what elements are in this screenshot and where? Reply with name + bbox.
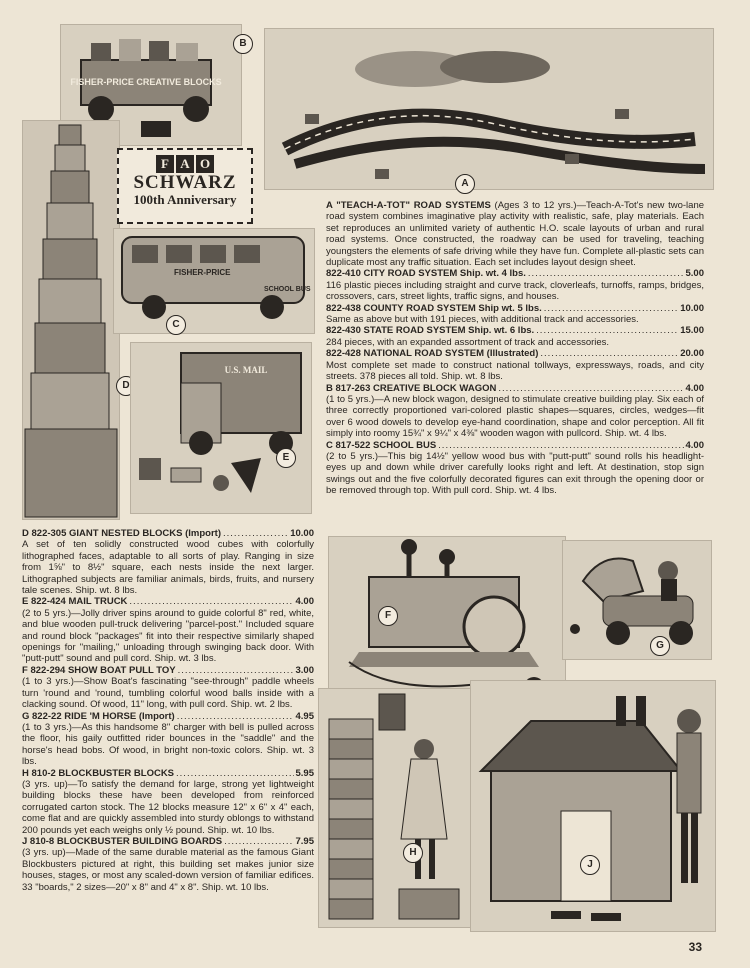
item-price: 7.95 xyxy=(295,835,314,847)
item-description: (3 yrs. up)—Made of the same durable material as the famous Giant Blockbusters pictured at right, this building set makes junior size houses, stages, or most any scaled-down version of familiar edifices. 33 "boards," 2 sizes—20" x 8" and 4" x 8". Ship. wt. 10 lbs. xyxy=(22,847,314,893)
item-title: G 822-22 RIDE 'M HORSE (Import) xyxy=(22,710,175,722)
item-price: 10.00 xyxy=(680,302,704,314)
item-title: J 810-8 BLOCKBUSTER BUILDING BOARDS xyxy=(22,835,223,847)
left-item-e xyxy=(22,596,314,664)
item-title: E 822-424 MAIL TRUCK xyxy=(22,596,128,608)
road-system-illustration xyxy=(264,28,714,190)
logo-anniversary: 100th Anniversary xyxy=(133,192,237,207)
item-description: Same as above but with 191 pieces, with additional track and accessories. xyxy=(326,314,639,326)
section-a-intro-text: (Ages 3 to 12 yrs.)—Teach-A-Tot's new two-lane road system combines imaginative play activity with realistic, safe, play materials. Each set reproduces an unlimited variety of authentic H.O. scale layouts of urban and rural road systems. Once constructed, the roadway can be used for traveling, teaching youngsters the elements of safe driving while they have fun. Complete all-plastic sets can duplicate most any traffic situation. Each set includes layout design sheet. xyxy=(326,200,705,269)
mail-truck-illustration xyxy=(130,342,312,514)
label-f: F xyxy=(378,606,398,626)
label-a: A xyxy=(455,174,475,194)
item-description: Most complete set made to construct national tollways, expressways, roads, and city streets. 378 pieces all told. Ship. wt. 8 lbs. xyxy=(326,359,704,383)
ride-m-horse-illustration xyxy=(562,540,712,660)
label-e: E xyxy=(276,448,296,468)
road-systems-section xyxy=(326,200,704,497)
item-title: 822-428 NATIONAL ROAD SYSTEM (Illustrated) xyxy=(326,348,539,360)
blockbuster-blocks-illustration xyxy=(318,688,472,928)
item-title: B 817-263 CREATIVE BLOCK WAGON xyxy=(326,382,497,394)
item-description: (3 yrs. up)—To satisfy the demand for large, strong yet lightweight building blocks these have been developed from reinforced corrugated carton stock. The 12 blocks measure 12" x 6" x 4" each, come flat and are quickly assembled into sturdy oblongs to withstand 200 pounds yet each weighs only ½ pound. Ship. wt. 10 lbs. xyxy=(22,778,314,836)
item-price: 4.00 xyxy=(685,382,704,394)
blockbuster-blocks-drawing xyxy=(319,689,471,927)
item-description: (1 to 3 yrs.)—Show Boat's fascinating "see-through" paddle wheels turn 'round and 'round, tumbling colorful wood balls inside with a clacking sound. Of wood, 11" long, with pull cord. Ship. wt. 2 lbs. xyxy=(22,676,314,711)
item-title: 822-438 COUNTY ROAD SYSTEM Ship wt. 5 lbs. xyxy=(326,302,542,314)
building-boards-drawing xyxy=(471,681,715,931)
item-price: 15.00 xyxy=(680,325,704,337)
section-a-intro xyxy=(326,200,704,268)
item-description: (2 to 5 yrs.)—Jolly driver spins around to guide colorful 8" red, white, and blue wooden pull-truck delivering "parcel-post." Included square and round block "packages" fit into their respective similarly shaped openings for "mailing," unloading through swinging back door. With "putt-putt" sound and pull cord. Ship. wt. 3 lbs. xyxy=(22,607,314,665)
bus-brand-text: FISHER-PRICE xyxy=(174,268,231,277)
mail-truck-text: U.S. MAIL xyxy=(224,365,268,375)
item-title: F 822-294 SHOW BOAT PULL TOY xyxy=(22,664,176,676)
section-a-heading: A "TEACH-A-TOT" ROAD SYSTEMS xyxy=(326,200,491,211)
page-number: 33 xyxy=(688,940,702,954)
label-d: D xyxy=(116,376,136,396)
item-title: 822-430 STATE ROAD SYSTEM Ship. wt. 6 lbs. xyxy=(326,325,535,337)
item-title: 822-410 CITY ROAD SYSTEM Ship. wt. 4 lbs. xyxy=(326,268,526,280)
label-g: G xyxy=(650,636,670,656)
item-description: (1 to 5 yrs.)—A new block wagon, designed to stimulate creative building play. Six each of three correctly proportioned vari-colored plastic shapes—squares, circles, wedges—fit over 6 wood dowels to develop eye-hand coordination, shape and color perception. All fit simply into roomy 15¾" x 9¼" x 4⅜" wooden wagon with pullcord. Ship. wt. 4 lbs. xyxy=(326,393,704,440)
bus-drawing xyxy=(114,229,314,333)
item-title: C 817-522 SCHOOL BUS xyxy=(326,439,437,451)
item-price: 20.00 xyxy=(680,348,704,360)
logo-schwarz: SCHWARZ xyxy=(133,172,237,193)
item-price: 3.00 xyxy=(295,664,314,676)
building-boards-illustration xyxy=(470,680,716,932)
label-b: B xyxy=(233,34,253,54)
mail-truck-drawing xyxy=(131,343,311,513)
nested-blocks-drawing xyxy=(23,121,119,519)
item-description: A set of ten solidly constructed wood cubes with colorfully lithographed faces, adaptable to all sorts of play. Ranging in size from 1⅝" to 8½" square, each nests inside the next larger. Lithographed subjects are familiar animals, birds, fruits, and nursery tale scenes. Ship. wt. 8 lbs. xyxy=(22,539,314,597)
right-item-4 xyxy=(326,348,704,382)
item-price: 4.00 xyxy=(295,596,314,608)
label-h: H xyxy=(403,843,423,863)
left-item-h xyxy=(22,768,314,836)
left-item-d xyxy=(22,528,314,596)
logo-letter-a: A xyxy=(176,155,194,173)
item-price: 10.00 xyxy=(290,528,314,539)
fao-letters xyxy=(119,155,251,173)
item-description: (2 to 5 yrs.)—This big 14½" yellow wood bus with "putt-putt" sound rolls his headlight-eyes up and down while driver carefully looks right and left. At destination, stop sign swings out and the five colorfully decorated figures can exit through the opening door or be removed through top. With pull cord. Ship. wt. 4 lbs. xyxy=(326,450,704,497)
left-item-j xyxy=(22,836,314,893)
fao-schwarz-logo xyxy=(117,148,253,224)
left-item-f xyxy=(22,665,314,711)
item-title: H 810-2 BLOCKBUSTER BLOCKS xyxy=(22,767,175,779)
item-price: 4.00 xyxy=(685,439,704,451)
item-price: 4.95 xyxy=(295,710,314,722)
school-bus-illustration xyxy=(113,228,315,334)
right-item-3 xyxy=(326,325,704,348)
label-c: C xyxy=(166,315,186,335)
right-item-1 xyxy=(326,268,704,302)
wagon-brand-text: FISHER-PRICE CREATIVE BLOCKS xyxy=(70,77,222,87)
item-price: 5.00 xyxy=(685,268,704,280)
item-description: 284 pieces, with an expanded assortment of track and accessories. xyxy=(326,336,610,348)
item-description: (1 to 3 yrs.)—As this handsome 8" charger with bell is pulled across the floor, his gaily outfitted rider bounces in the "saddle" and the horse's head bobs. Of wood, in bright non-toxic colors. Ship. wt. 3 lbs. xyxy=(22,721,314,768)
road-drawing xyxy=(265,29,713,189)
logo-letter-o: O xyxy=(196,155,214,173)
horse-drawing xyxy=(563,541,711,659)
item-description: 116 plastic pieces including straight and curve track, cloverleafs, turnoffs, ramps, bridges, crossovers, cars, street lights, traffic signs, and houses. xyxy=(326,279,704,303)
bus-side-text: SCHOOL BUS xyxy=(264,286,311,293)
right-item-6 xyxy=(326,440,704,497)
left-items-section xyxy=(22,528,314,893)
label-j: J xyxy=(580,855,600,875)
giant-nested-blocks-illustration xyxy=(22,120,120,520)
item-title: D 822-305 GIANT NESTED BLOCKS (Import) xyxy=(22,528,221,539)
right-item-2 xyxy=(326,303,704,326)
left-item-g xyxy=(22,711,314,768)
item-price: 5.95 xyxy=(295,767,314,779)
logo-letter-f: F xyxy=(156,155,174,173)
right-item-5 xyxy=(326,383,704,440)
